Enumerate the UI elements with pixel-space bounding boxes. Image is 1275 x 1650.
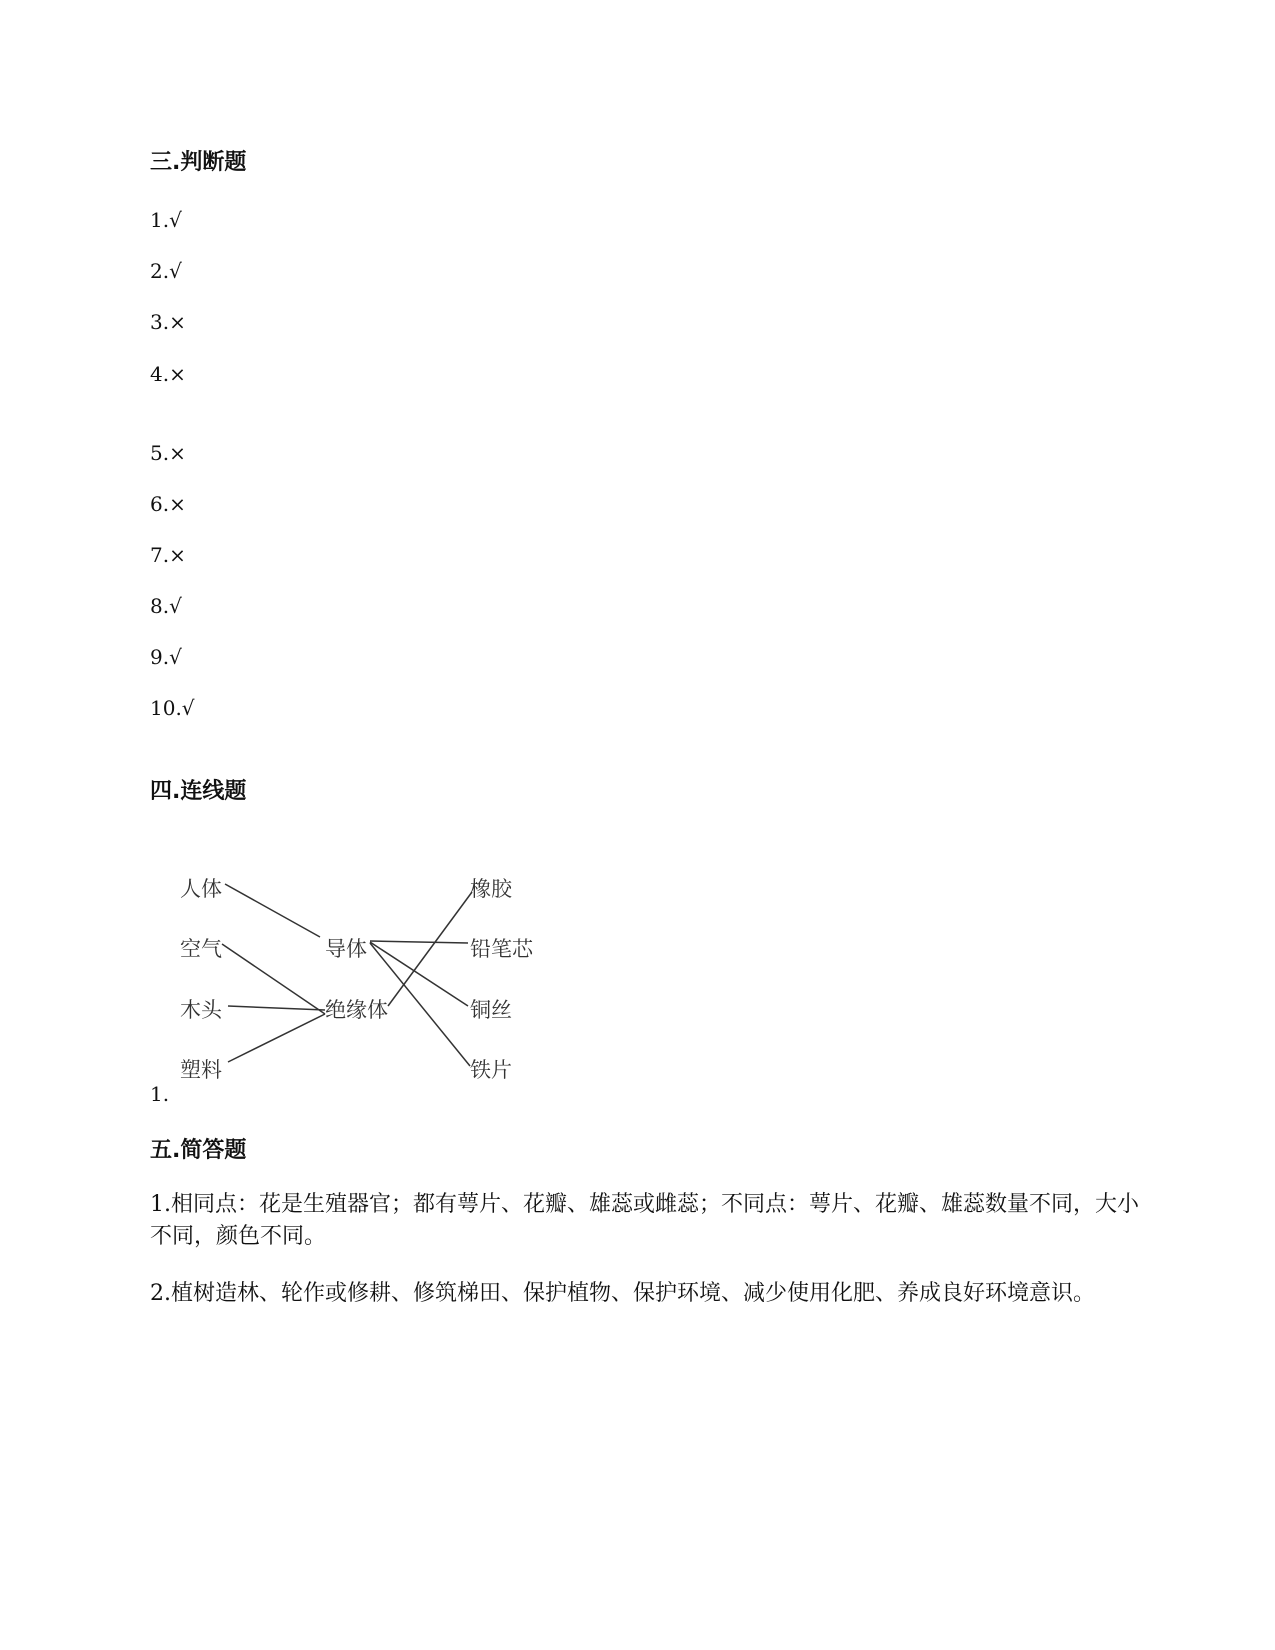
judgment-answer-3: 3.× <box>150 310 186 334</box>
judgment-answer-5: 5.× <box>150 441 186 465</box>
matching-right-term-copper-wire: 铜丝 <box>470 998 512 1022</box>
matching-left-term-human: 人体 <box>180 877 222 901</box>
judgment-answer-7: 7.× <box>150 543 186 567</box>
matching-right-term-pencil-lead: 铅笔芯 <box>470 937 533 961</box>
short-answer-1: 1.相同点：花是生殖器官；都有萼片、花瓣、雄蕊或雌蕊；不同点：萼片、花瓣、雄蕊数量不同，大小不同，颜色不同。 <box>150 1192 1139 1249</box>
judgment-answer-2: 2.√ <box>150 259 182 283</box>
judgment-answer-8: 8.√ <box>150 594 182 618</box>
connector-wood-to-insulator <box>228 1006 325 1010</box>
connector-plastic-to-insulator <box>228 1014 325 1062</box>
judgment-answer-6: 6.× <box>150 492 186 516</box>
short-answer-2: 2.植树造林、轮作或修耕、修筑梯田、保护植物、保护环境、减少使用化肥、养成良好环境意识。 <box>150 1281 1095 1306</box>
matching-right-term-iron-sheet: 铁片 <box>470 1058 512 1082</box>
matching-item-number: 1. <box>150 1082 170 1106</box>
section-heading-short-answer: 五.简答题 <box>150 1138 247 1163</box>
connector-insulator-to-rubber <box>388 892 472 1006</box>
connector-human-to-conductor <box>225 884 320 937</box>
matching-diagram <box>180 862 560 1102</box>
matching-left-term-air: 空气 <box>180 937 222 961</box>
section-heading-matching: 四.连线题 <box>150 779 247 804</box>
judgment-answer-10: 10.√ <box>150 696 195 720</box>
connector-conductor-to-pencil-lead <box>370 941 468 943</box>
judgment-answer-4: 4.× <box>150 362 186 386</box>
matching-diagram-svg <box>180 862 560 1102</box>
matching-middle-term-insulator: 绝缘体 <box>325 998 388 1022</box>
connector-conductor-to-copper-wire <box>370 942 468 1006</box>
matching-middle-term-conductor: 导体 <box>325 937 367 961</box>
matching-left-term-wood: 木头 <box>180 998 222 1022</box>
judgment-answer-1: 1.√ <box>150 208 182 232</box>
matching-left-term-plastic: 塑料 <box>180 1058 222 1082</box>
connector-air-to-insulator <box>222 944 325 1014</box>
matching-right-term-rubber: 橡胶 <box>470 877 512 901</box>
judgment-answer-9: 9.√ <box>150 645 182 669</box>
section-heading-judgment: 三.判断题 <box>150 150 247 175</box>
